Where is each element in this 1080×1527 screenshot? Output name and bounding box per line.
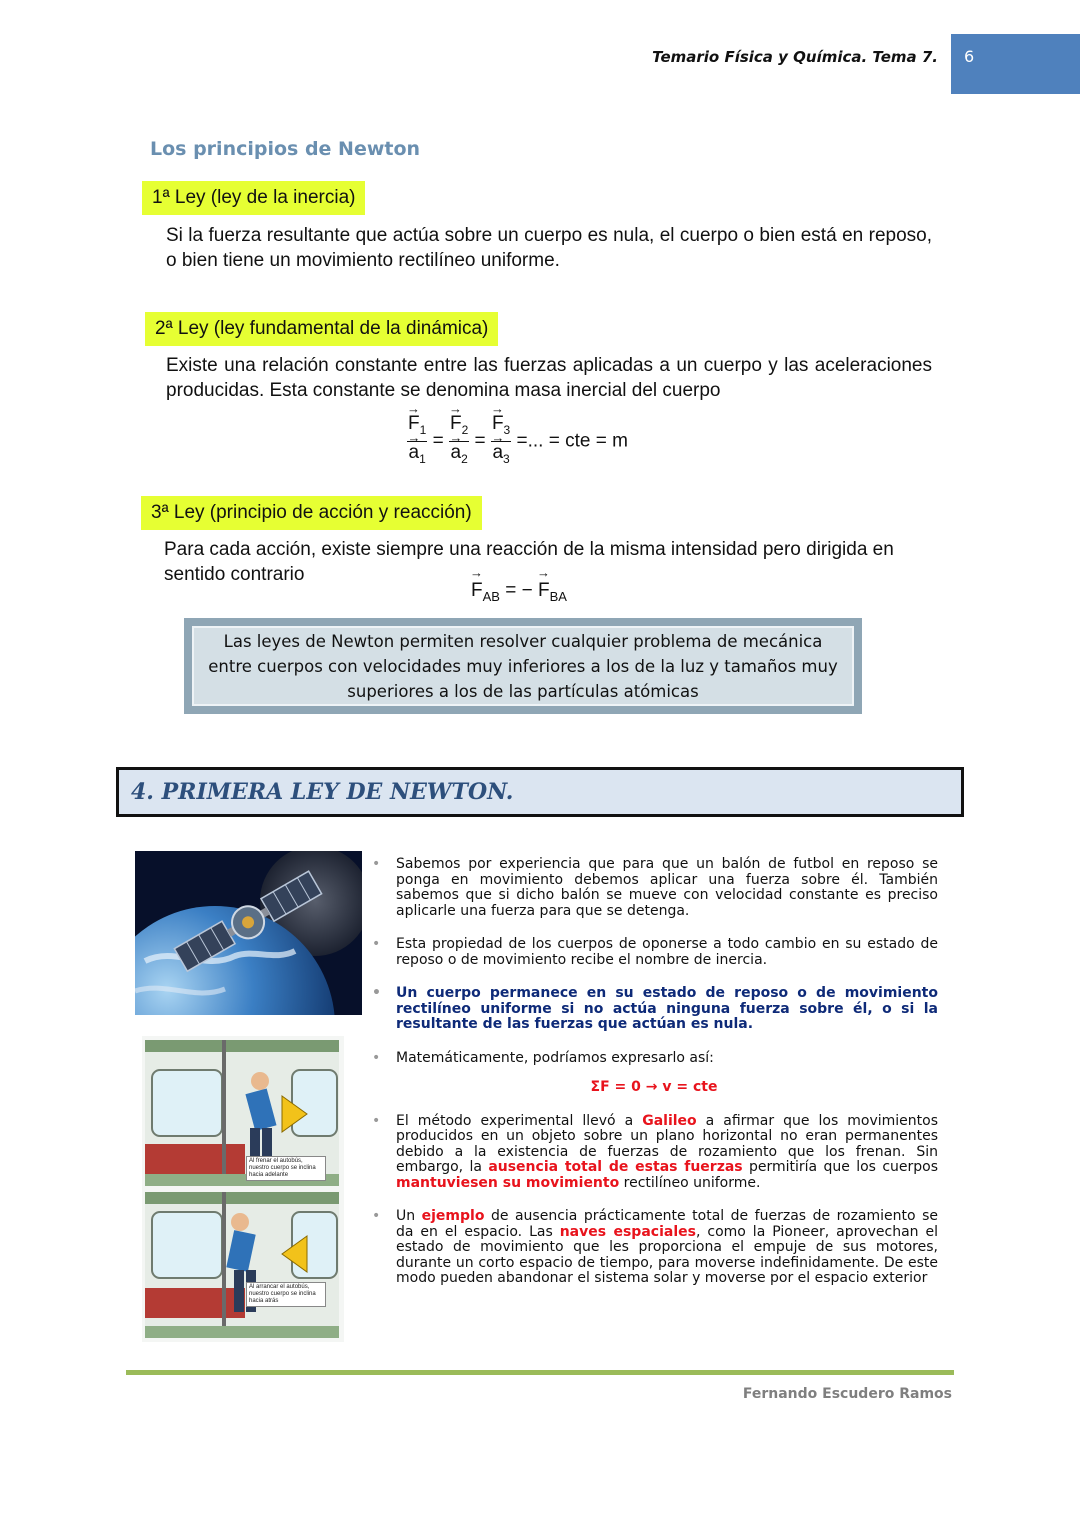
law2-label: 2ª Ley (ley fundamental de la dinámica) bbox=[145, 312, 498, 346]
first-law-formula: ΣF = 0 → v = cte bbox=[590, 1079, 718, 1095]
second-law-formula: → $F_1$ → $a_1$ = → $F_2$ → $a_2$ = → $F_3$ → $a_3$ =... = cte = m bbox=[407, 413, 628, 470]
bullet-space-example: • Un ejemplo de ausencia prácticamente total de fuerzas de rozamiento se da en el espacio. Las naves espaciales, como la Pioneer, aprovechan el estado de movimiento que les proporciona el empuje de sus motores, durante un corto espacio de tiempo, para moverse indefinidamente. De este modo pueden abandonar el sistema solar y moverse por el espacio exterior bbox=[370, 1209, 938, 1287]
law2-text: Existe una relación constante entre las fuerzas aplicadas a un cuerpo y las aceleraciones producidas. Esta constante se denomina masa inercial del cuerpo bbox=[166, 355, 932, 401]
footer-divider bbox=[126, 1370, 954, 1375]
law3-text: Para cada acción, existe siempre una reacción de la misma intensidad pero dirigida en sentido contrario bbox=[164, 539, 894, 585]
bullet-inertia: • Esta propiedad de los cuerpos de oponerse a todo cambio en su estado de reposo o de movimiento recibe el nombre de inercia. bbox=[370, 937, 938, 968]
bullet-galileo: • El método experimental llevó a Galileo a afirmar que los movimientos producidos en un objeto sobre un plano horizontal no eran permanentes debido a la existencia de fuerzas de rozamiento que los frenan. Sin embargo, la ausencia total de estas fuerzas permitiría que los cuerpos mantuviesen su movimiento rectilíneo uniforme. bbox=[370, 1114, 938, 1192]
fraction-1: → $F_1$ → $a_1$ bbox=[407, 413, 427, 470]
newton-title: Los principios de Newton bbox=[150, 138, 421, 160]
bus-bottom-caption: Al arrancar el autobús, nuestro cuerpo se inclina hacia atrás bbox=[246, 1282, 326, 1307]
bus-inertia-illustration bbox=[142, 1036, 344, 1342]
header-title: Temario Física y Química. Tema 7. bbox=[652, 48, 938, 66]
fraction-2: → $F_2$ → $a_2$ bbox=[449, 413, 469, 470]
bus-top-caption: Al frenar el autobús, nuestro cuerpo se inclina hacia adelante bbox=[246, 1156, 326, 1181]
satellite-image bbox=[135, 851, 362, 1015]
law1-text: Si la fuerza resultante que actúa sobre un cuerpo es nula, el cuerpo o bien está en reposo, o bien tiene un movimiento rectilíneo uniforme. bbox=[166, 225, 932, 271]
third-law-formula: → $F_{AB}$ = − → $F_{BA}$ bbox=[471, 580, 567, 604]
law1-label: 1ª Ley (ley de la inercia) bbox=[142, 181, 365, 215]
newton-callout bbox=[184, 618, 862, 714]
callout-text: Las leyes de Newton permiten resolver cualquier problema de mecánica entre cuerpos con velocidades muy inferiores a los de la luz y tamaños muy superiores a los de las partículas atómicas bbox=[192, 626, 854, 706]
section-title: 4. PRIMERA LEY DE NEWTON. bbox=[131, 779, 514, 805]
page-number: 6 bbox=[964, 47, 975, 66]
footer-author: Fernando Escudero Ramos bbox=[742, 1386, 952, 1402]
first-law-bullets bbox=[370, 857, 938, 1305]
bullet-first-law-statement: • Un cuerpo permanece en su estado de reposo o de movimiento rectilíneo uniforme si no actúa ninguna fuerza sobre él, o si la resultante de las fuerzas que actúan es nula. bbox=[370, 986, 938, 1033]
law3-label: 3ª Ley (principio de acción y reacción) bbox=[141, 496, 482, 530]
bullet-experience: • Sabemos por experiencia que para que un balón de futbol en reposo se ponga en movimiento debemos aplicar una fuerza sobre él. También sabemos que si dicho balón se mueve con velocidad constante es preciso aplicarle una fuerza para que se detenga. bbox=[370, 857, 938, 919]
fraction-3: → $F_3$ → $a_3$ bbox=[491, 413, 511, 470]
bullet-math: • Matemáticamente, podríamos expresarlo así: ΣF = 0 → v = cte bbox=[370, 1051, 938, 1096]
section-heading bbox=[116, 767, 964, 817]
